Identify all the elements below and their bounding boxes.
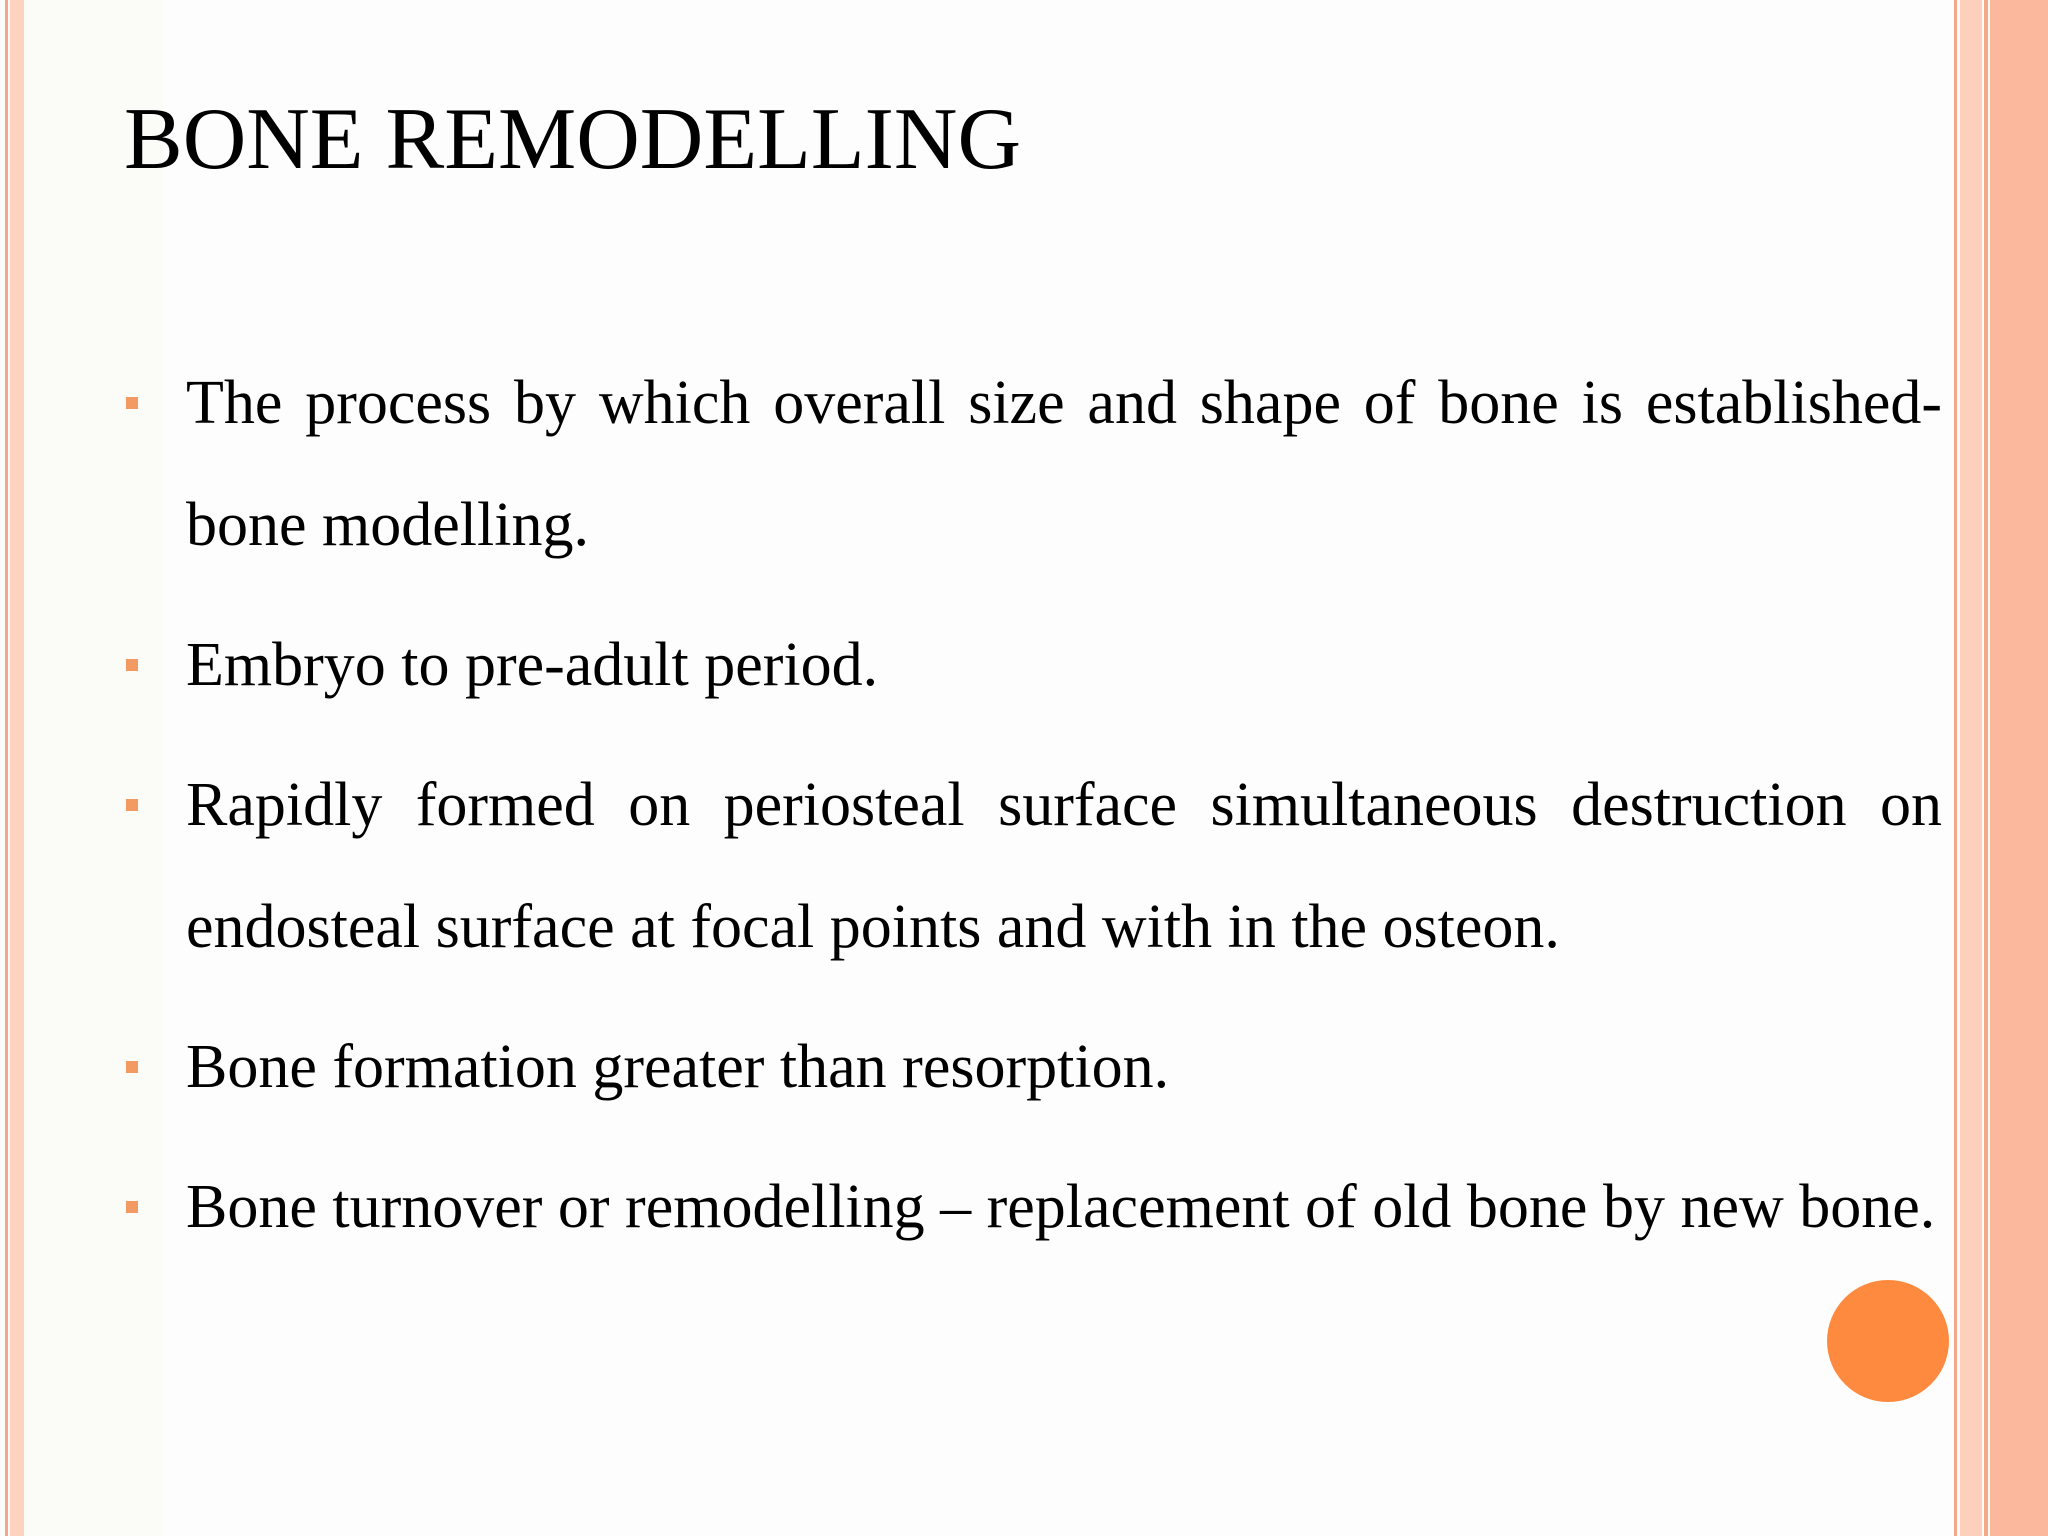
square-bullet-icon — [126, 659, 138, 671]
bullet-text-3: Rapidly formed on periosteal surface simultaneous destruction on endosteal surface at focal points and with in the osteon. — [186, 771, 1942, 961]
left-border-stripe-thin — [5, 0, 8, 1536]
right-border-stripe-wide — [1960, 0, 1982, 1536]
right-border-stripe-band — [1990, 0, 2048, 1536]
orange-circle-icon — [1827, 1280, 1949, 1402]
bullet-text-5: Bone turnover or remodelling – replacement of old bone by new bone. — [186, 1173, 1936, 1241]
square-bullet-icon — [126, 799, 138, 811]
bullet-item-4 — [124, 1006, 1942, 1128]
bullet-text-2: Embryo to pre-adult period. — [186, 631, 879, 699]
slide-title: BONE REMODELLING — [124, 91, 1022, 188]
bullet-text-1: The process by which overall size and shape of bone is established- bone modelling. — [186, 369, 1942, 559]
right-border-stripe-thin-2 — [1984, 0, 1988, 1536]
bullet-text-4: Bone formation greater than resorption. — [186, 1033, 1170, 1101]
left-border-stripe — [10, 0, 24, 1536]
square-bullet-icon — [126, 1061, 138, 1073]
bullet-item-3 — [124, 744, 1942, 988]
bullet-item-2 — [124, 604, 1942, 726]
square-bullet-icon — [126, 1201, 138, 1213]
bullet-list — [124, 342, 1942, 1286]
square-bullet-icon — [126, 397, 138, 409]
right-border-stripe-thin-1 — [1954, 0, 1957, 1536]
bullet-item-1 — [124, 342, 1942, 586]
bullet-item-5 — [124, 1146, 1942, 1268]
